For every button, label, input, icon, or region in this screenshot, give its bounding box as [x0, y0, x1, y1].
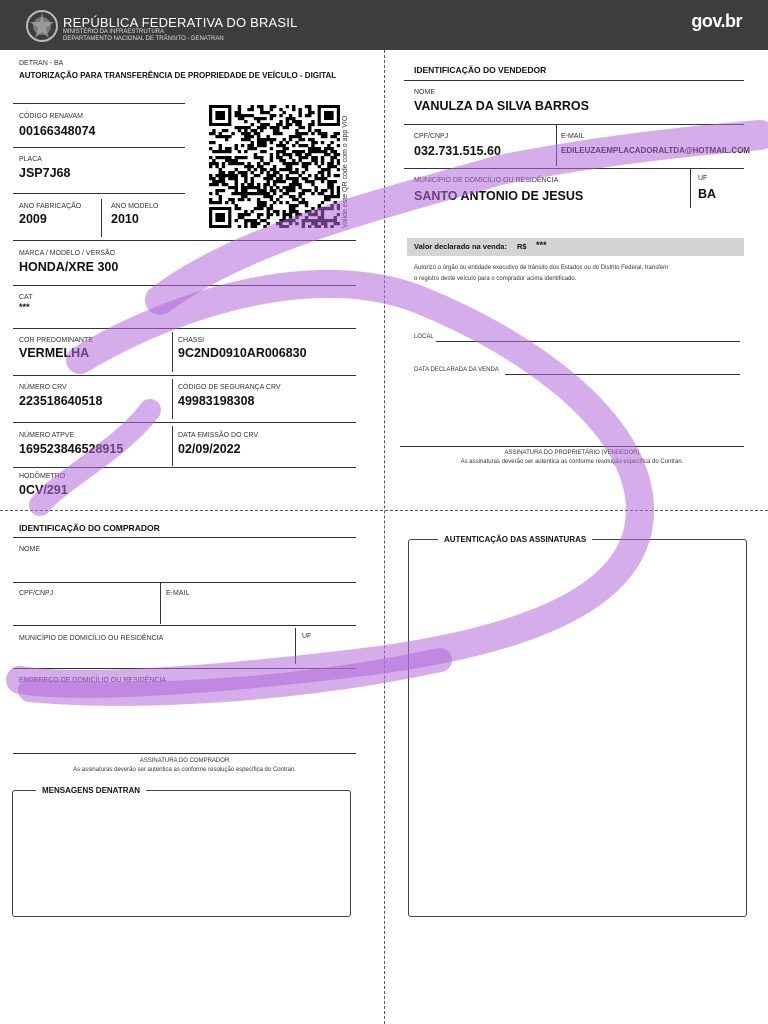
emissao-crv-label: DATA EMISSÃO DO CRV — [178, 432, 259, 439]
qr-code — [209, 105, 340, 228]
valor-currency: R$ — [517, 242, 527, 251]
seller-email-label: E-MAIL — [561, 133, 585, 140]
chassi-label: CHASSI — [178, 337, 205, 344]
data-venda-label: DATA DECLARADA DA VENDA — [414, 367, 499, 373]
header-department: DEPARTAMENTO NACIONAL DE TRÂNSITO - DENATRAN — [63, 36, 224, 42]
seller-municipio-label: MUNICÍPIO DE DOMICÍLIO OU RESIDÊNCIA — [414, 177, 559, 184]
buyer-nome-field[interactable] — [13, 555, 356, 580]
autenticacao-box — [408, 539, 747, 917]
mensagens-box — [12, 790, 351, 917]
seller-cpf-value: 032.731.515.60 — [414, 144, 501, 158]
cat-value: *** — [19, 302, 30, 312]
horizontal-cut-line — [0, 510, 768, 511]
seller-signature-label: ASSINATURA DO PROPRIETÁRIO (VENDEDOR) — [504, 450, 640, 456]
renavam-value: 00166348074 — [19, 124, 96, 138]
buyer-section-title: IDENTIFICAÇÃO DO COMPRADOR — [19, 523, 160, 533]
chassi-value: 9C2ND0910AR006830 — [178, 346, 307, 360]
buyer-nome-label: NOME — [19, 546, 40, 553]
data-venda-field[interactable] — [505, 374, 740, 375]
seguranca-crv-value: 49983198308 — [178, 394, 255, 408]
atpve-label: NÚMERO ATPVE — [19, 432, 75, 439]
seller-email-value: EDILEUZAEMPLACADORALTDA@HOTMAIL.COM — [561, 146, 750, 155]
seller-nome-label: NOME — [414, 89, 435, 96]
buyer-municipio-label: MUNICÍPIO DE DOMICÍLIO OU RESIDÊNCIA — [19, 635, 164, 642]
autorizo-line-1: Autorizo o órgão ou entidade executivo de trânsito dos Estados ou do Distrito Federal, transferir — [414, 265, 669, 271]
seller-nome-value: VANULZA DA SILVA BARROS — [414, 99, 589, 113]
emissao-crv-value: 02/09/2022 — [178, 442, 241, 456]
seller-municipio-value: SANTO ANTONIO DE JESUS — [414, 189, 584, 203]
valor-declarado-label: Valor declarado na venda: — [414, 242, 507, 251]
valor-declarado-value: *** — [536, 240, 547, 250]
marca-label: MARCA / MODELO / VERSÃO — [19, 250, 116, 257]
crv-value: 223518640518 — [19, 394, 103, 408]
ano-modelo-value: 2010 — [111, 212, 139, 226]
buyer-signature-line[interactable] — [13, 753, 356, 754]
vertical-cut-line — [384, 50, 385, 1024]
header-ministry: MINISTÉRIO DA INFRAESTRUTURA — [63, 29, 165, 35]
ano-fabricacao-label: ANO FABRICAÇÃO — [19, 203, 82, 210]
buyer-endereco-label: ENDEREÇO DE DOMICÍLIO OU RESIDÊNCIA — [19, 677, 167, 684]
buyer-email-label: E-MAIL — [166, 590, 190, 597]
hodometro-value: 0CV/291 — [19, 483, 68, 497]
ano-modelo-label: ANO MODELO — [111, 203, 159, 210]
autenticacao-title: AUTENTICAÇÃO DAS ASSINATURAS — [438, 535, 592, 544]
placa-label: PLACA — [19, 156, 42, 163]
seller-uf-value: BA — [698, 187, 717, 201]
cor-label: COR PREDOMINANTE — [19, 337, 93, 344]
atpve-value: 169523846528915 — [19, 442, 124, 456]
seller-signature-line[interactable] — [400, 446, 744, 447]
seller-cpf-label: CPF/CNPJ — [414, 133, 449, 140]
buyer-signature-label: ASSINATURA DO COMPRADOR — [139, 758, 230, 764]
mensagens-title: MENSAGENS DENATRAN — [36, 786, 146, 795]
renavam-label: CÓDIGO RENAVAM — [19, 113, 83, 120]
buyer-signature-note: As assinaturas deverão ser autentica as conforme resolução específica do Contran. — [73, 767, 296, 773]
brazil-coat-of-arms-icon — [24, 8, 60, 44]
cat-label: CAT — [19, 294, 33, 301]
cor-value: VERMELHA — [19, 346, 90, 360]
seller-section-title: IDENTIFICAÇÃO DO VENDEDOR — [414, 65, 547, 75]
hodometro-label: HODÔMETRO — [19, 473, 66, 480]
seller-uf-label: UF — [698, 175, 708, 182]
document-title: AUTORIZAÇÃO PARA TRANSFERÊNCIA DE PROPRIEDADE DE VEÍCULO - DIGITAL — [19, 71, 337, 80]
placa-value: JSP7J68 — [19, 166, 71, 180]
local-label: LOCAL — [414, 334, 434, 340]
ano-fabricacao-value: 2009 — [19, 212, 47, 226]
autorizo-line-2: o registro deste veículo para o comprador acima identificado. — [414, 276, 577, 282]
qr-caption: Valide este QR code com o app VIO — [342, 115, 349, 228]
crv-label: NÚMERO CRV — [19, 384, 67, 391]
header-title: REPÚBLICA FEDERATIVA DO BRASIL — [63, 15, 298, 30]
seller-signature-note: As assinaturas deverão ser autentica as conforme resolução específica do Contran. — [460, 459, 684, 465]
buyer-uf-label: UF — [302, 633, 312, 640]
local-field[interactable] — [436, 341, 740, 342]
govbr-logo[interactable]: gov.br — [691, 11, 742, 31]
seguranca-crv-label: CÓDIGO DE SEGURANÇA CRV — [178, 384, 281, 391]
buyer-cpf-label: CPF/CNPJ — [19, 590, 54, 597]
issuer: DETRAN - BA — [19, 60, 64, 67]
marca-value: HONDA/XRE 300 — [19, 260, 119, 274]
